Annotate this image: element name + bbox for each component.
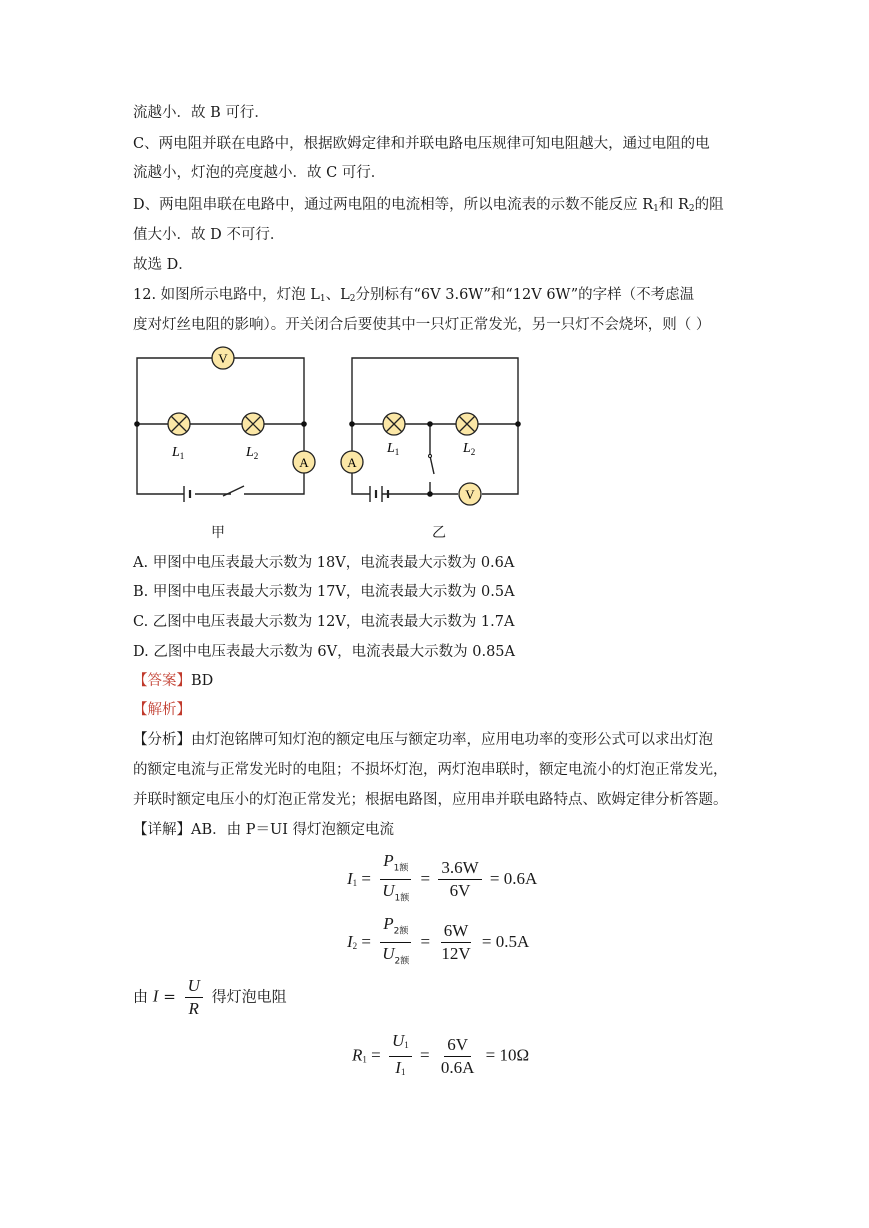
text-segment: 和 R	[658, 197, 689, 213]
text-segment: 由灯泡铭牌可知灯泡的额定电压与额定功率，应用电功率的变形公式可以求出灯泡	[191, 732, 713, 748]
label-l1-right: $L_1$	[387, 441, 400, 457]
fenxi-line	[133, 729, 713, 751]
svg-text:A: A	[299, 455, 309, 470]
svg-text:V: V	[218, 351, 228, 366]
caption-left: 甲	[211, 525, 225, 541]
answer-line	[133, 670, 213, 692]
caption-right: 乙	[432, 525, 446, 541]
lamp-l1-left-icon	[168, 413, 190, 435]
option-a: A. 甲图中电压表最大示数为 18V，电流表最大示数为 0.6A	[133, 555, 515, 571]
text-line: 度对灯丝电阻的影响）。开关闭合后要使其中一只灯正常发光，另一只灯不会烧坏，则（ ）	[133, 317, 711, 333]
text-segment: 、L	[325, 287, 350, 303]
ammeter-right	[341, 451, 363, 473]
text-line: 流越小．故 B 可行．	[133, 105, 269, 121]
text-line: 流越小，灯泡的亮度越小．故 C 可行．	[133, 165, 386, 181]
fenxi-tag: 【分析】	[133, 732, 191, 748]
analysis-tag: 【解析】	[133, 702, 191, 718]
option-d: D. 乙图中电压表最大示数为 6V，电流表最大示数为 0.85A	[133, 644, 515, 660]
xiangjie-line	[133, 819, 394, 841]
lamp-l1-right-icon	[383, 413, 405, 435]
answer-tag: 【答案】	[133, 673, 191, 689]
voltmeter-right	[459, 483, 481, 505]
text-segment: 的阻	[694, 197, 724, 213]
text-line: 并联时额定电压小的灯泡正常发光；根据电路图，应用串并联电路特点、欧姆定律分析答题。	[133, 792, 728, 808]
label-l2-left: $L_2$	[246, 445, 259, 461]
text-line: 值大小．故 D 不可行．	[133, 227, 285, 243]
question-12: 12. 如图所示电路中，灯泡 $L_1$、$L_2$分别标有“6V 3.6W”和“12V 6W”的字样（不考虑温	[133, 287, 695, 304]
inline-formula-line: 由 I = $\frac{U}{R}$ 得灯泡电阻	[133, 976, 287, 1018]
text-segment: AB．由 P＝UI 得灯泡额定电流	[191, 822, 395, 838]
text-line: C、两电阻并联在电路中，根据欧姆定律和并联电路电压规律可知电阻越大，通过电阻的电	[133, 136, 710, 152]
option-c: C. 乙图中电压表最大示数为 12V，电流表最大示数为 1.7A	[133, 614, 515, 630]
text-line: D、两电阻串联在电路中，通过两电阻的电流相等，所以电流表的示数不能反应 $R_1$和 $R_2$的阻	[133, 197, 724, 214]
voltmeter-left	[212, 347, 234, 369]
xiangjie-tag: 【详解】	[133, 822, 191, 838]
label-l2-right: $L_2$	[463, 441, 476, 457]
svg-text:A: A	[347, 455, 357, 470]
equation-1: $I_1$ = $\frac{P_{1额}}{U_{1额}}$ = $\frac{3.6W}{6V}$ = 0.6A	[347, 851, 538, 904]
text-segment: D、两电阻串联在电路中，通过两电阻的电流相等，所以电流表的示数不能反应 R	[133, 197, 654, 213]
ammeter-left	[293, 451, 315, 473]
circuit-diagrams	[0, 344, 869, 544]
answer-value: BD	[191, 673, 214, 689]
label-l1-left: $L_1$	[172, 445, 185, 461]
lamp-l2-left-icon	[242, 413, 264, 435]
text-line: 故选 D．	[133, 257, 193, 273]
text-line: 的额定电流与正常发光时的电阻；不损坏灯泡，两灯泡串联时，额定电流小的灯泡正常发光，	[133, 762, 728, 778]
equation-3: $R_1$ = $\frac{U_1}{I_1}$ = $\frac{6V}{0.6A}$ = 10Ω	[352, 1031, 530, 1077]
svg-text:V: V	[465, 487, 475, 502]
text-segment: 分别标有“6V 3.6W”和“12V 6W”的字样（不考虑温	[355, 287, 695, 303]
lamp-l2-right-icon	[456, 413, 478, 435]
text-segment: 12. 如图所示电路中，灯泡 L	[133, 287, 320, 303]
option-b: B. 甲图中电压表最大示数为 17V，电流表最大示数为 0.5A	[133, 584, 515, 600]
equation-2: $I_2$ = $\frac{P_{2额}}{U_{2额}}$ = $\frac{6W}{12V}$ = 0.5A	[347, 914, 530, 967]
